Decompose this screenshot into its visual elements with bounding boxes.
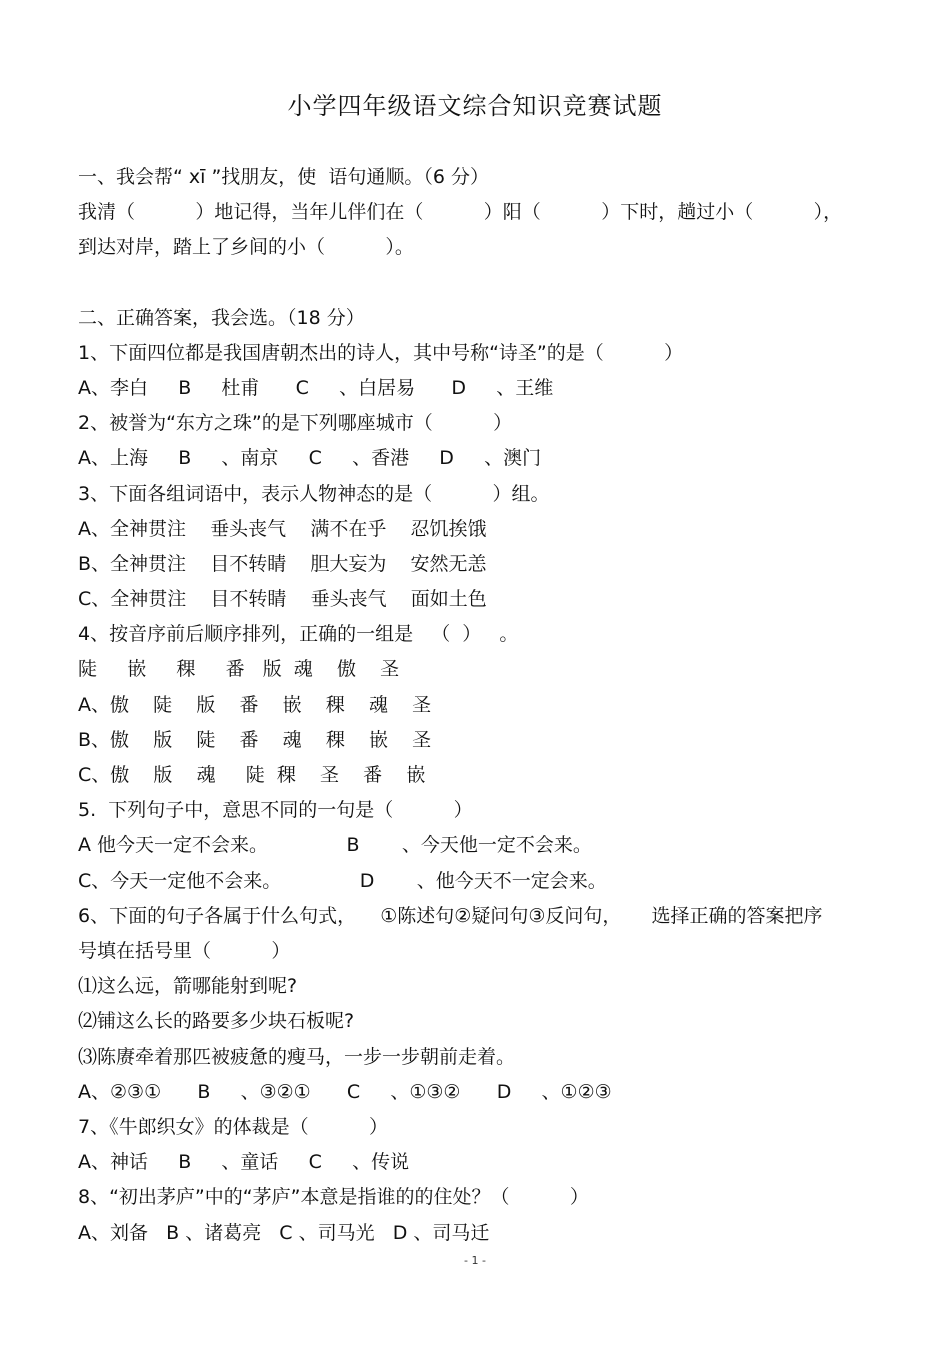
section1-heading: 一、我会帮“ xī ”找朋友，使 语句通顺。（6 分） [78, 166, 489, 188]
question-6-stem-cont: 号填在括号里（ ） [78, 940, 291, 962]
section1-sentence-line2: 到达对岸，踏上了乡间的小（ ）。 [78, 236, 414, 258]
question-6-options: A、②③① B 、③②① C 、①③② D 、①②③ [78, 1081, 612, 1103]
question-8-stem: 8、“初出茅庐”中的“茅庐”本意是指谁的的住处？（ ） [78, 1186, 589, 1208]
question-5-stem: 5. 下列句子中，意思不同的一句是（ ） [78, 799, 473, 821]
question-4-option-b: B、傲 版 陡 番 魂 稞 嵌 圣 [78, 729, 432, 751]
question-7-options: A、神话 B 、童话 C 、传说 [78, 1151, 410, 1173]
question-8-options: A、刘备 B 、诸葛亮 C 、司马光 D 、司马迁 [78, 1222, 490, 1244]
question-4-stem: 4、按音序前后顺序排列，正确的一组是 （ ） 。 [78, 623, 519, 645]
question-5-options-ab: A 他今天一定不会来。 B 、今天他一定不会来。 [78, 834, 592, 856]
question-6-sentence-2: ⑵铺这么长的路要多少块石板呢? [78, 1010, 355, 1032]
question-5-options-cd: C、今天一定他不会来。 D 、他今天不一定会来。 [78, 870, 607, 892]
exam-title: 小学四年级语文综合知识竞赛试题 [287, 92, 663, 120]
section2-heading: 二、正确答案，我会选。（18 分） [78, 307, 365, 329]
question-6-stem: 6、下面的句子各属于什么句式， ①陈述句②疑问句③反问句， 选择正确的答案把序 [78, 905, 823, 927]
page-number: - 1 - [464, 1254, 486, 1267]
question-6-sentence-1: ⑴这么远，箭哪能射到呢? [78, 975, 298, 997]
question-1-stem: 1、下面四位都是我国唐朝杰出的诗人，其中号称“诗圣”的是（ ） [78, 342, 684, 364]
question-3-option-b: B、全神贯注 目不转睛 胆大妄为 安然无恙 [78, 553, 487, 575]
question-2-options: A、上海 B 、南京 C 、香港 D 、澳门 [78, 447, 542, 469]
question-7-stem: 7、《牛郎织女》的体裁是（ ） [78, 1116, 388, 1138]
question-4-characters: 陡 嵌 稞 番 版 魂 傲 圣 [78, 658, 400, 680]
question-4-option-a: A、傲 陡 版 番 嵌 稞 魂 圣 [78, 694, 432, 716]
question-1-options: A、李白 B 杜甫 C 、白居易 D 、王维 [78, 377, 554, 399]
section1-sentence-line1: 我清（ ）地记得，当年儿伴们在（ ）阳（ ）下时，趟过小（ ）， [78, 201, 843, 223]
question-3-option-a: A、全神贯注 垂头丧气 满不在乎 忍饥挨饿 [78, 518, 487, 540]
question-3-option-c: C、全神贯注 目不转睛 垂头丧气 面如土色 [78, 588, 487, 610]
question-4-option-c: C、傲 版 魂 陡 稞 圣 番 嵌 [78, 764, 426, 786]
question-6-sentence-3: ⑶陈赓牵着那匹被疲惫的瘦马，一步一步朝前走着。 [78, 1046, 516, 1068]
question-2-stem: 2、被誉为“东方之珠”的是下列哪座城市（ ） [78, 412, 513, 434]
question-3-stem: 3、下面各组词语中，表示人物神态的是（ ）组。 [78, 483, 550, 505]
